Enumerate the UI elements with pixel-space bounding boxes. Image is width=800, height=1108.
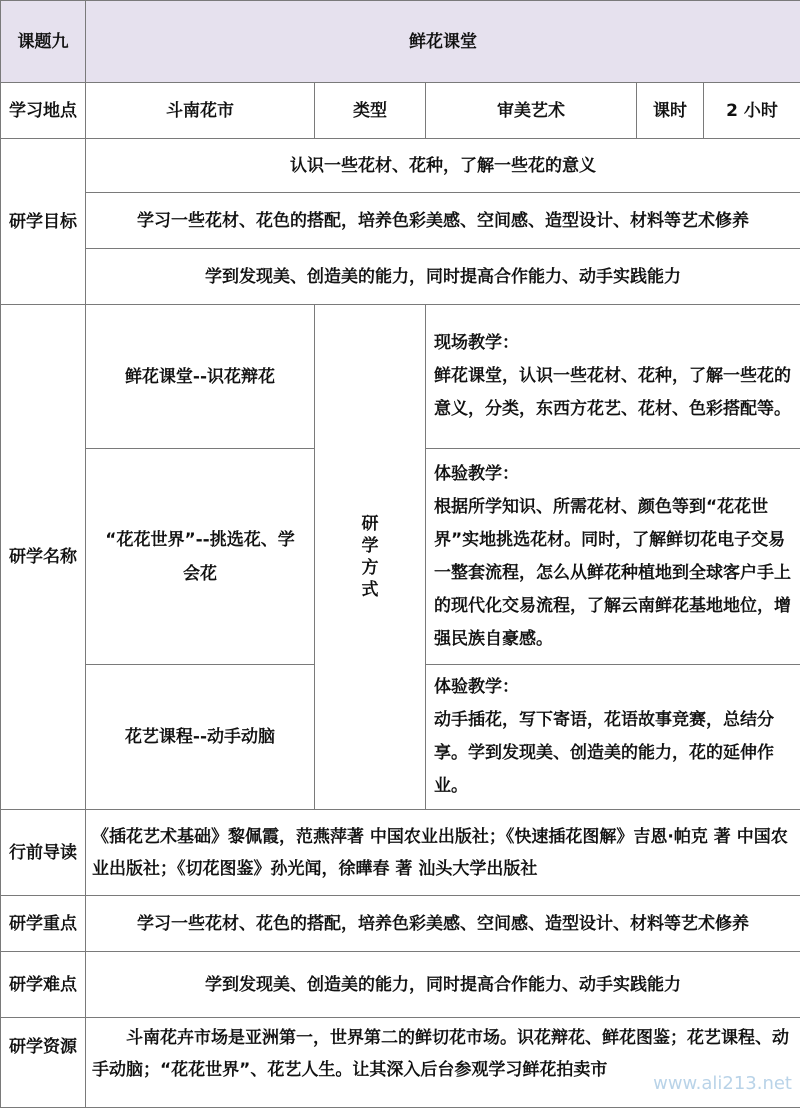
- method-title: 体验教学：: [434, 458, 792, 491]
- focus-text: 学习一些花材、花色的搭配，培养色彩美感、空间感、造型设计、材料等艺术修养: [86, 896, 800, 952]
- resources-label: 研学资源: [1, 1018, 86, 1108]
- goal-row: [1, 193, 800, 249]
- goal-row: [1, 249, 800, 305]
- course-method: [426, 449, 800, 665]
- topic-title: 鲜花课堂: [86, 1, 800, 83]
- type-label: 类型: [315, 83, 426, 139]
- resources-row: [1, 1018, 800, 1108]
- course-row: [1, 305, 800, 449]
- course-name: “花花世界”--挑选花、学会花: [86, 449, 315, 665]
- location-label: 学习地点: [1, 83, 86, 139]
- method-text: 根据所学知识、所需花材、颜色等到“花花世界”实地挑选花材。同时，了解鲜切花电子交易一整套流程，怎么从鲜花种植地到全球客户手上的现代化交易流程，了解云南鲜花基地地位，增强民族自豪感。: [434, 491, 792, 656]
- difficulty-label: 研学难点: [1, 952, 86, 1018]
- course-name: 花艺课程--动手动脑: [86, 665, 315, 810]
- focus-label: 研学重点: [1, 896, 86, 952]
- type-value: 审美艺术: [426, 83, 637, 139]
- location-value: 斗南花市: [86, 83, 315, 139]
- header-row: [1, 1, 800, 83]
- reading-text: 《插花艺术基础》黎佩霞，范燕萍著 中国农业出版社；《快速插花图解》吉恩·帕克 著 中国农业出版社；《切花图鉴》孙光闻，徐曄春 著 汕头大学出版社: [86, 810, 800, 896]
- method-title: 体验教学：: [434, 671, 792, 704]
- watermark: www.ali213.net: [653, 1073, 792, 1094]
- resources-text: 斗南花卉市场是亚洲第一，世界第二的鲜切花市场。识花辩花、鲜花图鉴；花艺课程、动手动脑；“花花世界”、花艺人生。让其深入后台参观学习鲜花拍卖市: [86, 1018, 800, 1108]
- topic-label: 课题九: [1, 1, 86, 83]
- location-row: [1, 83, 800, 139]
- difficulty-row: [1, 952, 800, 1018]
- hours-label: 课时: [637, 83, 704, 139]
- goal-row: [1, 139, 800, 193]
- goal-item: 学习一些花材、花色的搭配，培养色彩美感、空间感、造型设计、材料等艺术修养: [86, 193, 800, 249]
- course-method: [426, 305, 800, 449]
- course-name: 鲜花课堂--识花辩花: [86, 305, 315, 449]
- goals-label: 研学目标: [1, 139, 86, 305]
- course-method: [426, 665, 800, 810]
- method-text: 鲜花课堂，认识一些花材、花种，了解一些花的意义，分类，东西方花艺、花材、色彩搭配等。: [434, 360, 792, 426]
- focus-row: [1, 896, 800, 952]
- courses-label: 研学名称: [1, 305, 86, 810]
- reading-row: [1, 810, 800, 896]
- hours-value: 2 小时: [704, 83, 800, 139]
- goal-item: 学到发现美、创造美的能力，同时提高合作能力、动手实践能力: [86, 249, 800, 305]
- reading-label: 行前导读: [1, 810, 86, 896]
- difficulty-text: 学到发现美、创造美的能力，同时提高合作能力、动手实践能力: [86, 952, 800, 1018]
- method-title: 现场教学：: [434, 327, 792, 360]
- method-label: 研学方式: [315, 305, 426, 810]
- goal-item: 认识一些花材、花种，了解一些花的意义: [86, 139, 800, 193]
- method-text: 动手插花，写下寄语，花语故事竞赛，总结分享。学到发现美、创造美的能力，花的延伸作业。: [434, 704, 792, 803]
